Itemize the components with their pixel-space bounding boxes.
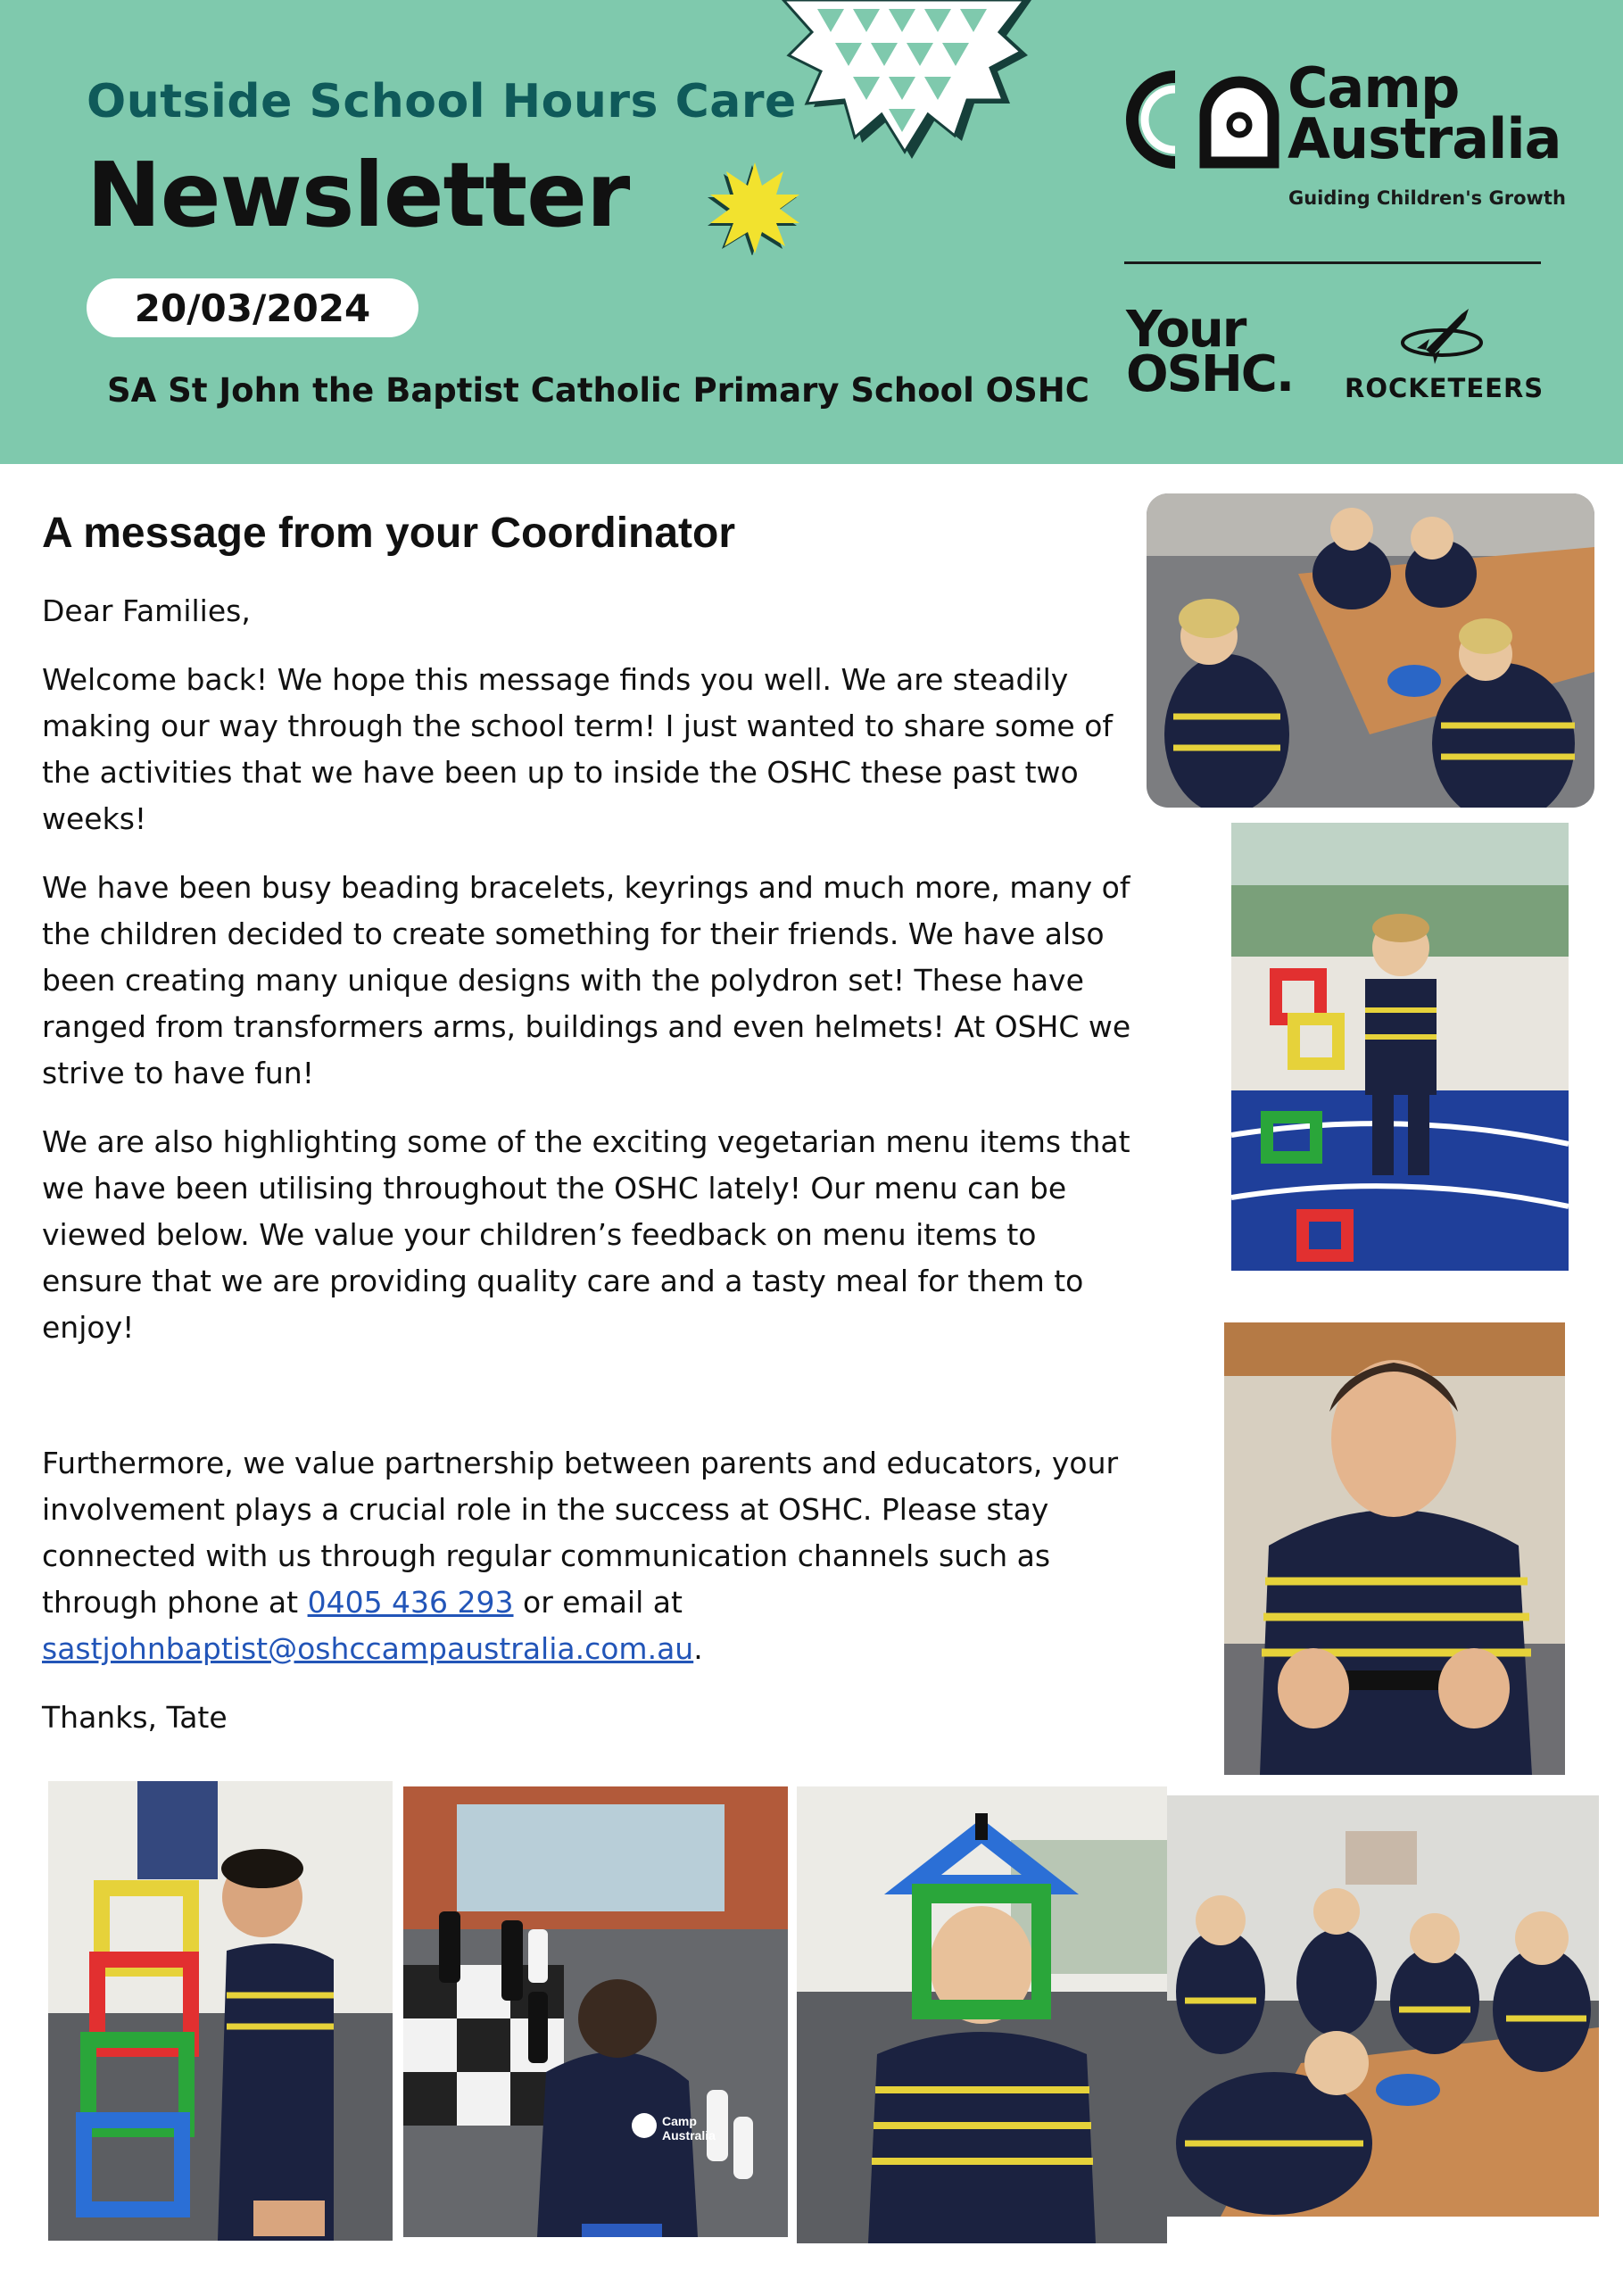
contact-text-intro: Furthermore, we value partnership between parents and educators, your involvement plays a crucial role in the success at OSHC. Please stay connected with us through regular communication channels such as through phone at [42,1446,1119,1620]
brand-name [1288,55,1561,172]
photo-children-beading-group [1167,1795,1599,2217]
school-name: SA St John the Baptist Catholic Primary School OSHC [107,371,1089,410]
photo-boy-polydron-helmet [797,1786,1167,2243]
message-heading: A message from your Coordinator [42,510,736,557]
newsletter-title: Newsletter [87,143,630,247]
triangle-starburst-decoration [764,0,1058,161]
photo-boy-polydron-tower [1231,823,1569,1271]
photo-boy-smiling [1224,1322,1565,1775]
photo-giant-chess [403,1786,788,2237]
your-oshc-logo [1126,301,1294,404]
header-divider [1124,261,1541,264]
contact-text-between: or email at [513,1585,683,1620]
message-paragraph-3: We are also highlighting some of the exciting vegetarian menu items that we have been utilising throughout the OSHC lately! Our menu can be viewed below. We value your children’s feedback on menu items to ensure that we are providing quality care and a tasty meal for them to enjoy! [42,1124,1130,1345]
contact-text-end: . [693,1631,703,1666]
message-greeting: Dear Families, [42,593,251,628]
message-paragraph-2: We have been busy beading bracelets, keyrings and much more, many of the children decided to create something for their friends. We have also been creating many unique designs with the polydron set! These have ranged from transformers arms, buildings and even helmets! At OSHC we strive to have fun! [42,870,1131,1090]
photo-boy-polydron-stack [48,1781,393,2241]
message-signoff: Thanks, Tate [42,1700,228,1735]
your-oshc-line-2: OSHC. [1126,345,1294,404]
phone-link[interactable]: 0405 436 293 [307,1585,514,1620]
message-paragraph-4 [42,1440,1139,1672]
sun-burst-icon [707,159,803,255]
your-oshc-line-1: Your [1126,301,1246,359]
camp-australia-logo-icon [1120,70,1289,170]
shirt-logo-line-2: Australia [662,2128,716,2143]
newsletter-header [0,0,1623,464]
brand-name-line-1: Camp [1288,55,1460,120]
brand-name-line-2: Australia [1288,106,1561,172]
newsletter-kicker: Outside School Hours Care [87,75,797,128]
email-link[interactable]: sastjohnbaptist@oshccampaustralia.com.au [42,1631,694,1666]
rocket-icon [1399,303,1485,366]
coordinator-message [42,509,1139,1763]
brand-tagline: Guiding Children's Growth [1288,187,1566,209]
message-paragraph-1: Welcome back! We hope this message finds you well. We are steadily making our way through the school term! I just wanted to share some of the activities that we have been up to inside the OSHC these past two weeks! [42,662,1114,836]
photo-children-beading-table [1147,493,1594,808]
newsletter-date: 20/03/2024 [87,278,418,337]
rocketeers-logo: ROCKETEERS [1345,373,1544,403]
shirt-logo-line-1: Camp [662,2114,697,2128]
